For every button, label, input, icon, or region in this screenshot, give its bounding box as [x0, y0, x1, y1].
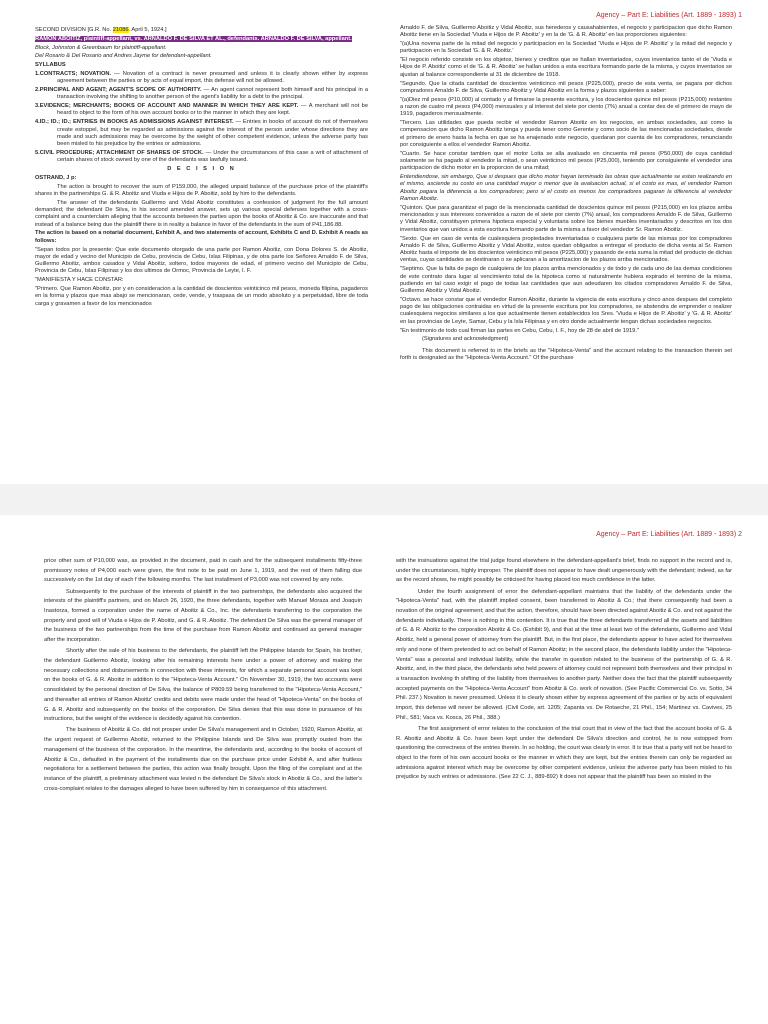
quoted-paragraph: "Sexto. Que en caso de venta de cualesquiera propiedades inventariadas o cualquiera parte de las mismas por los compradores Arnaldo F. de Silva, Guillermo Aboitiz y Vidal Aboitiz, estos quedan obligados a entregar el producto de dicha venta al Sr. Ramon Aboitiz hasta el importe de los doscientos veinticinco mil pesos (P225,000) y pasando de esta suma la mitad del producto de dichas ventas, cuyas cantidades se destinaran o se aplicaran a la amortizacion de los plazos arriba mencionados. — [400, 235, 732, 264]
case-citation: SECOND DIVISION [G.R. No. 21086. April 5, 1924.] — [35, 27, 167, 33]
page-header: Agency – Part E: Liabilities (Art. 1889 - 1893) 2 — [596, 531, 742, 538]
quoted-paragraph: "Septimo. Que la falta de pago de cualquiera de los plazos arriba mencionados y de todo y de cada uno de las demas condiciones de este contrato dara lugar al vencimiento total de la hipoteca como si naturalmente hubiera expirado el termino de la misma, pudiendo en tal caso exigir el pago de todas las cantidades que aun adeudaren los citados compradores Arnaldo F. de Silva, Guillermo Aboitiz y Vidal Aboitiz. — [400, 266, 732, 295]
page2-right-column — [396, 557, 732, 785]
body-paragraph: This document is referred to in the briefs as the "Hipoteca-Venta" and the account relating to the transaction therein set forth is designated as the "Hipoteca-Venta Account." Of the purchase — [400, 347, 732, 361]
syllabus-item: 3.EVIDENCE; MERCHANTS; BOOKS OF ACCOUNT AND MANNER IN WHICH THEY ARE KEPT. — A merchant will not be heard to object to the form of his own account books or to the manner in which they are kept. — [35, 103, 369, 117]
page2-left-column — [44, 557, 362, 796]
quoted-paragraph: "Octavo. se hace constar que el vendedor Ramon Aboitiz, durante la vigencia de esta escritura y cinco anos despues del completo pago de las obligaciones contraidas en virtud de la presente escritura por los compradores, se abstendra de emprender o realizer cualesquiera negocios similares a los que actualmente tienen establecidos los Sres. 'Viuda e Hijos de P. Aboitiz' y 'G. & R. Aboitiz' en las provincias de Leyte, Samar, Cebu y la Isla Filipinas y en otro donde actualmente tengan dichas sociedades negocios. — [400, 296, 732, 325]
page-header: Agency – Part E: Liabilities (Art. 1889 - 1893) 1 — [596, 12, 742, 19]
quoted-paragraph: "Quinton. Que para garantizar el pago de la mencionada cantidad de doscientos quince mil pesos (P215,000) en los plazos arriba mencionados y sus intereses convenidos a razon de el siete por ciento (7%) anual, los compradores Arnaldo F. de Silva, Guillermo y Vidal Aboitiz, constituyen primera hipoteca especial y voluntaria sobre los bienes muebles inventariados y descritos en los dos inventarios que van unidos a esta escritura formando parte de la misma a favor del vendedor Sr. Ramon Aboitiz. — [400, 204, 732, 233]
signatures-note: (Signatures and acknowledgment) — [422, 336, 509, 343]
quoted-paragraph: "MANIFIESTA Y HACE CONSTAR: — [35, 277, 124, 284]
quoted-paragraph: Entendiendose, sin embargo, Que si despues que dicho motor hayan terminado las obras que actualmente se estan realizando en el mismo, asciende su costo en una cantidad mayor o menor que la avaluacion actual, si el costo es mas, el vendedor Ramon Aboitiz pagara la diferencia a los compradores; pero si el costo es menos los compradores pagaran la diferencia al vendedor Ramon Aboitiz. — [400, 174, 732, 203]
body-paragraph: The first assignment of error relates to the conclusion of the trial court that in view of the fact that the account books of G. & R. Aboitiz and Aboitiz & Co. have been kept under the defendant De Silva's direction and control, he is now estopped from questioning the correctness of the entries therein. In so holding, the court was clearly in error. It is true that a party will not be heard to object to the form of his own account books or the manner in which they are kept, but the entries therein can only be regarded as admissions against interest which may be overcome by other competent evidence, unless the adverse party has been misled to his prejudice by such entries or admissions. (See 22 C. J., 889-892) It does not appear that the plaintiff has been so misled in the — [396, 725, 732, 781]
body-paragraph: The business of Aboitiz & Co. did not prosper under De Silva's management and in October, 1920, Ramon Aboitiz, at the urgent request of Guillermo Aboitiz, returned to the Philippine Islands and De Silva was promptly ousted from the management of the business of the corporation. In the meantime, the defendants and, according to the books of account of Aboitiz & Co., defaulted in the payment of the installments due on the purchase price under Exhibit A, and after fruitless negotiations for a settlement between the parties, this action was finally brought. Upon the filing of the complaint and at the instance of the plaintiff, a preliminary attachment was levied n the defendant De Silva's stock in Aboitiz & Co., and the latter's cross-complaint relates to the damages alleged to have been suffered by him in consequence of this attachment. — [44, 727, 362, 792]
syllabus-item: 2.PRINCIPAL AND AGENT; AGENT'S SCOPE OF AUTHORITY. — An agent cannot represent both himself and his principal in a transaction involving the shifting to another person of the agent's liability for a debt to the principal. — [35, 87, 368, 101]
body-paragraph: Subsequently to the purchase of the interests of plaintiff in the two partnerships, the defendants also acquired the interests of the plaintiff's partners, and on March 26, 1920, the three defendants, together with Manuel Moraza and Joaquin Inastorza, formed a corporation under the name of Aboitiz & Co., Inc. the defendants transferring to the corporation the property and good will of Viuda e Hijos de P. Aboitiz, and G. & R. Aboitiz. The defendant De Silva was the general manager of the business of the two partnerships from the time of the purchase from Ramon Aboitiz and continued as general manager after the incorporation. — [44, 588, 362, 644]
page1-left-column — [35, 27, 368, 309]
decision-title: D E C I S I O N — [167, 166, 236, 173]
page1-right-column — [400, 25, 732, 364]
syllabus-item: 5.CIVIL PROCEDURE; ATTACHMENT OF SHARES OF STOCK. — Under the circumstances of this case a writ of attachment of certain shares of stock owned by one of the defendants was lawfully issued. — [35, 149, 368, 164]
counsel-plaintiff: Block, Johnston & Greenbaum for plaintiff-appellant. — [35, 44, 167, 51]
ponente: OSTRAND, J p: — [35, 174, 77, 181]
quoted-paragraph: "Cuarto. Se hace constar tambien que el motor Loita se alla avaluado en cincuenta mil pesos (P50,000) de cuya cantidad solamente se ha pagado al vendedor la mitad, o sean veinticinco mil pesos (P25,000), teniendo por consiguiente el vendedor una participacion de dicho motor en la proporcion de una mitad; — [400, 150, 732, 172]
quoted-paragraph: "Segundo. Que la citada cantidad de doscientos veinticinco mil pesos (P225,000), precio de esta venta, se pagara por dichos compradores Arnaldo F. de Silva, Guillermo Aboitiz y Vidal Aboitiz en la forma y plazos siguientes a saber: — [400, 80, 732, 94]
quoted-paragraph: "Tercero. Las utilidades que pueda recibir el vendedor Ramon Aboitiz en los negocios, en ambas sociedades, asi como la compensacion que dicho Ramon Aboitiz tenga y pueda tener como Gerente y como socio de las mencionadas sociedades, desde el primero de enero hasta la fecha en que se ha enajenado este negocio, quedaran por cuenta de los compradores, renunciando por consiguiente a ellos el vendedor Ramon Aboitiz. — [400, 120, 732, 148]
body-paragraph: The action is brought to recover the sum of P159,000, the alleged unpaid balance of the purchase price of the plaintiff's shares in the partnerships G. & R. Aboitiz and Viuda e Hijos de P. Aboitiz, sold by him to the defendants. — [35, 183, 368, 197]
quoted-paragraph: "Sepan todos por la presente: Que este documento otorgado de una parte por Ramon Aboitiz, con Dona Dolores S. de Aboitiz, mayor de edad y vecino del Municipio de Cebu, provincia de Cebu, Islas Filipinas, y de otra parte los Señores Arnaldo F. de Silva, Guillermo Aboitiz, ambos casados y Vidal Aboitiz, soltero, todos mayores de edad, el primero vecino del Municipio de Cebu, Provincia de Cebu, Islas Filipinas y los dos ultimos de Ormoc, Provincia de Leyte, I. F. — [35, 246, 368, 275]
body-paragraph: Shortly after the sale of his business to the defendants, the plaintiff left the Philippine Islands for Spain, his brother, the defendant Guillermo Aboitiz, looking after his remaining interests here under a power of attorney and making the necessary collections and disbursements in connection with these interests, for which a separate personal account was kept on the books of G. & R. Aboitiz in addition to the "Hipoteca-Venta Account." On November 30, 1919, the two accounts were consolidated by the personal direction of De Silva, the balance of P809.59 being transferred to the "Hipoteca-Venta Account," and thereafter all entries of Ramon Aboitiz' credits and debits were made under the head of "Hipoteca-Venta" on the books of G. & R. Aboitiz and subsequently on the books of the corporation. De Silva denies that this was done in pursuance of his instructions, but the weight of the evidence is decidedly against his contention. — [44, 648, 362, 723]
document-page-1 — [0, 0, 768, 484]
counsel-defendant: Del Rosario & Del Rosario and Andres Jayme for defendant-appellant. — [35, 53, 212, 60]
body-paragraph: The answer of the defendants Guillermo and Vidal Aboitiz constitutes a confession of judgment for the full amount demanded; the defendant De Silva, in his second amended answer, sets up various special defenses together with a cross-complaint and a counterclaim alleging that the accounts between the parties upon the books of Aboitiz & Co. are inaccurate and that instead of a balance being due the plaintiff there is in reality a balance in favor of the defendants in the sum of P41,186.88. — [35, 199, 368, 228]
quoted-paragraph: "(a)Una novena parte de la mitad del negocio y participacion en la Sociedad 'Viuda e Hijos de P. Aboitiz' y la mitad del negocio y participacion en la Sociedad 'G. & R. Aboitiz.' — [400, 41, 732, 55]
body-paragraph: price other sum of P10,000 was, as provided in the document, paid in cash and for the subsequent installments fifty-three promissory notes of P4,000 each were given, the first note to be paid on June 1, 1919, and the rest of them falling due successively on the 1st day of each f the following months. The last installment of P3,000 was not covered by any note. — [44, 558, 362, 584]
syllabus-title: SYLLABUS — [35, 62, 66, 69]
quoted-paragraph: "Primero. Que Ramon Aboitiz, por y en consideracion a la cantidad de doscientos veinticinco mil pesos, moneda filipina, pagaderos en la forma y plazos que mas abajo se mencionaran, cede, vende, y traspasa de un modo absoluto y a perpetuidad, libre de toda carga y gravamen a favor de los mencionados — [35, 286, 368, 307]
quoted-paragraph: "En testimonio de todo cual firman las partes en Cebu, Cebu, I. F., hoy de 28 de abril de 1919." — [400, 327, 639, 334]
case-parties: RAMON ABOITIZ, plaintiff-appellant, vs. ARNALDO F. DE SILVA ET AL., defendants. ARNALDO F. DE SILVA, appellant. — [35, 35, 352, 42]
document-page-2 — [0, 515, 768, 1024]
syllabus-item: 4.ID.; ID.; ID.; ENTRIES IN BOOKS AS ADMISSIONS AGAINST INTEREST. — Entries in books of account do not of themselves create estoppel, but may be regarded as admissions against the interest of the person under whose directions they are made and such admissions may be overcome by the weight of other competent evidence, unless the adverse party has been misled to his prejudice by the entries or admissions. — [35, 119, 368, 148]
highlighted-case-number: 21086 — [112, 27, 129, 33]
page-separator — [0, 484, 768, 515]
syllabus-item: 1.CONTRACTS; NOVATION. — Novation of a contract is never presumed and unless it is clearly shown either by express agreement between the parties or by acts of equal import, this defense will not be allowed. — [35, 70, 369, 85]
body-paragraph: Under the fourth assignment of error the defendant-appellant maintains that the liability of the defendants under the "Hipoteca-Venta" had, with the plaintiff implied consent, been transferred to Aboitiz & Co.; that there consequently had been a novation of the original agreement; and that the action, therefore, should have been directed against Aboitiz & Co. and not against the defendants individually. There is nothing in this contention. It is true that the three defendants transferred all the assets and liabilities of G. & R. Aboitiz to the corporation Aboitiz & Co. (Exhibit 9), and that at the time at least two of the defendants, Guillermo and Vidal Aboitiz, held a general power of attorney from the plaintiff. But, in the first place, the defendants appear to have acted for themselves only and none of them pretended to act on behalf of Ramon Aboitiz; in the second place, the defendants liability under the "Hipoteca-Venta" was a personal and individual liability, while the transfer in question related to the business of the partnership of G. & R. Aboitiz, and, in the third place, the defendants who held powers of attorney could not represent both themselves and their principal in a transaction involving th shifting of the liability from themselves to another party. Neither does the fact that the plaintiff subsequently accepted payments on the "Hipoteca-Venta Account" from Aboitiz & Co. work of novation. (See Pacific Commercial Co. vs. Sotto, 34 Phil. 237.) Novation is never presumed. Unless it is clearly shown either by express agreement of the parties or by acts of equivalent import, this defense will never be allowed. (Civil Code, art. 1205; Zapanta vs. De Rotaeche, 21 Phil., 154; Martinez vs. Cavives, 25 Phil., 581; Vaca vs. Kosca, 26 Phil., 388.) — [396, 588, 732, 721]
exhibit-heading: The action is based on a notarial document, Exhibit A, and two statements of account, Exhibits C and D. Exhibit A reads as follows: — [35, 230, 368, 244]
quoted-paragraph: "El negocio referido consiste en los objetos, bienes y creditos que se hallan inventariados, cuyos inventarios tanto el de 'Viuda e Hijos de P. Aboitiz' como el de 'G. & R. Aboitiz' se hallan unidos a esta escritura formando parte de la misma, y cuyos inventarios se ajustan al balance correspondiente al 31 de diciembre de 1918. — [400, 57, 732, 78]
body-paragraph: with the insinuations against the trial judge found elsewhere in the defendant-appellant's brief, finds no support in the record and is, under the circumstances, highly improper. The plaintiff does not appear to have dealt ungenerously with the defendant; indeed, as far as the record shows, he might possibly be criticised for having placed too much confidence in the latter. — [396, 558, 732, 584]
quoted-paragraph: Arnaldo F. de Silva, Guillermo Aboitiz y Vidal Aboitiz, sus herederos y causahabientes, el negocio y participacion que dicho Ramon Aboitiz tiene en la Sociedad 'Viuda e Hijos de P. Aboitiz' y en la de 'G. & R. Aboitiz' en las proporciones siguientes: — [400, 25, 732, 39]
quoted-paragraph: "(a)Diez mil pesos (P10,000) al contado y al firmarse la presente escritura, y los doscientos quince mil pesos (P215,000) restantes a razon de cuatro mil pesos (P4,000) mensuales y al interest del siete por ciento (7%) anual a contar des de el primero de mayo de 1919, pagaderos mensualmente. — [400, 96, 732, 118]
